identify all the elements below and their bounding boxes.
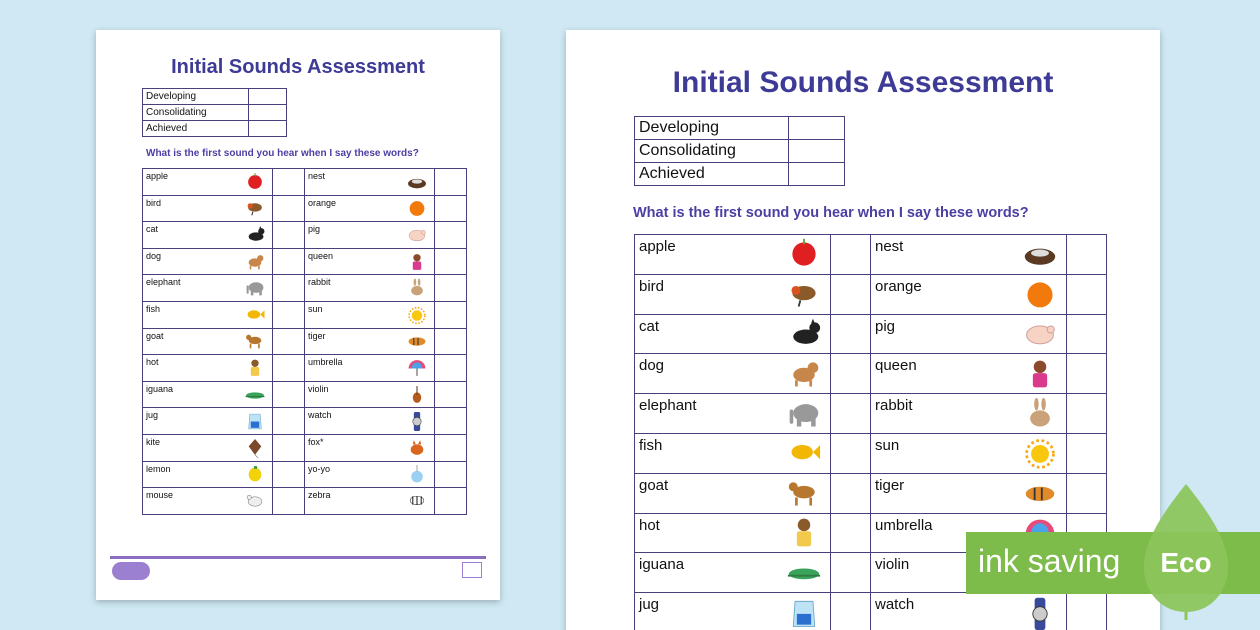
word-label: sun [875, 436, 900, 454]
answer-cell [831, 513, 871, 553]
worksheet-preview-small[interactable] [96, 30, 500, 600]
answer-cell [831, 235, 871, 275]
word-cell [635, 593, 831, 630]
answer-cell [1067, 235, 1107, 275]
elephant-icon [784, 397, 824, 431]
table-row [143, 275, 467, 302]
word-cell [635, 473, 831, 513]
answer-cell [273, 488, 305, 515]
table-row [143, 301, 467, 328]
page-title: Initial Sounds Assessment [672, 66, 1054, 99]
answer-cell [435, 381, 467, 408]
goat-icon [784, 476, 824, 510]
table-row [143, 488, 467, 515]
word-cell [143, 275, 273, 302]
yoyo-icon [406, 464, 428, 484]
word-cell [143, 488, 273, 515]
answer-cell [435, 488, 467, 515]
word-label: cat [639, 317, 660, 335]
word-label: fish [146, 303, 161, 314]
word-label: nest [875, 238, 904, 255]
answer-cell [435, 275, 467, 302]
queen-icon [406, 252, 428, 272]
table-row [635, 235, 1107, 275]
answer-cell [435, 408, 467, 435]
dog-icon [784, 357, 824, 391]
eco-badge-label: Eco [1160, 547, 1212, 578]
watch-icon [406, 411, 428, 431]
word-cell [305, 222, 435, 249]
word-label: kite [146, 436, 161, 447]
word-cell [635, 235, 831, 275]
word-label: elephant [146, 277, 181, 288]
table-row [143, 408, 467, 435]
level-box [249, 89, 287, 105]
violin-icon [406, 385, 428, 405]
word-cell [143, 195, 273, 222]
level-label: Consolidating [635, 140, 789, 163]
bird-icon [784, 277, 824, 311]
rabbit-icon [406, 278, 428, 298]
word-label: nest [308, 171, 326, 181]
word-cell [635, 553, 831, 593]
table-row [143, 328, 467, 355]
word-label: jug [639, 596, 660, 614]
word-cell [305, 461, 435, 488]
answer-cell [273, 355, 305, 382]
tiger-icon [1020, 476, 1060, 510]
table-row [143, 461, 467, 488]
level-label: Consolidating [143, 105, 249, 121]
word-cell [871, 274, 1067, 314]
word-cell [143, 408, 273, 435]
word-cell [305, 328, 435, 355]
answer-cell [273, 408, 305, 435]
answer-cell [435, 248, 467, 275]
footer-badge [462, 562, 482, 578]
word-cell [871, 354, 1067, 394]
level-label: Developing [635, 117, 789, 140]
zebra-icon [406, 491, 428, 511]
boy-icon [784, 516, 824, 550]
word-label: fox* [308, 436, 324, 447]
apple-icon [244, 172, 266, 192]
table-row [635, 593, 1107, 630]
word-cell [143, 355, 273, 382]
word-label: apple [146, 171, 169, 181]
word-cell [305, 381, 435, 408]
word-label: violin [875, 556, 910, 574]
ink-saving-label: ink saving [978, 543, 1121, 579]
word-cell [635, 513, 831, 553]
answer-cell [273, 169, 305, 196]
answer-cell [831, 274, 871, 314]
umbrella-icon [406, 358, 428, 378]
answer-cell [273, 248, 305, 275]
word-label: lemon [146, 463, 171, 474]
jug-icon [244, 411, 266, 431]
answer-cell [831, 394, 871, 434]
word-label: umbrella [308, 357, 343, 368]
answer-cell [1067, 314, 1107, 354]
word-cell [871, 473, 1067, 513]
word-label: hot [146, 357, 159, 368]
answer-cell [435, 461, 467, 488]
answer-cell [273, 328, 305, 355]
word-cell [143, 248, 273, 275]
eco-leaf-icon [1135, 480, 1237, 620]
level-box [789, 140, 845, 163]
sun-icon [406, 305, 428, 325]
orange-icon [1020, 277, 1060, 311]
answer-cell [831, 433, 871, 473]
answer-cell [831, 354, 871, 394]
assessment-levels-table [142, 88, 287, 137]
answer-cell [435, 355, 467, 382]
dog-icon [244, 252, 266, 272]
word-label: jug [146, 410, 159, 421]
answer-cell [435, 169, 467, 196]
table-row [143, 434, 467, 461]
jug-icon [784, 596, 824, 630]
answer-cell [435, 328, 467, 355]
level-box [789, 117, 845, 140]
word-label: sun [308, 303, 323, 314]
word-label: apple [639, 238, 676, 255]
fish-icon [244, 305, 266, 325]
level-box [249, 105, 287, 121]
word-cell [305, 301, 435, 328]
word-cell [871, 314, 1067, 354]
word-label: goat [146, 330, 164, 341]
word-cell [305, 355, 435, 382]
word-cell [143, 169, 273, 196]
brand-logo [112, 562, 150, 580]
word-label: pig [875, 317, 896, 335]
word-label: tiger [308, 330, 326, 341]
answer-cell [435, 301, 467, 328]
word-label: orange [308, 197, 337, 208]
table-row [143, 381, 467, 408]
answer-cell [435, 434, 467, 461]
answer-cell [273, 301, 305, 328]
answer-cell [1067, 473, 1107, 513]
cat-icon [784, 317, 824, 351]
word-label: dog [146, 250, 162, 261]
nest-icon [1020, 237, 1060, 271]
table-row [635, 473, 1107, 513]
answer-cell [273, 381, 305, 408]
word-label: queen [308, 250, 334, 261]
iguana-icon [784, 556, 824, 590]
word-label: watch [308, 410, 332, 421]
answer-cell [435, 222, 467, 249]
word-table [142, 168, 467, 515]
kite-icon [244, 438, 266, 458]
word-label: hot [639, 516, 660, 534]
answer-cell [831, 553, 871, 593]
word-cell [143, 222, 273, 249]
footer-divider [110, 556, 486, 559]
question-text: What is the first sound you hear when I say these words? [633, 205, 1029, 221]
fish-icon [784, 436, 824, 470]
pig-icon [406, 225, 428, 245]
word-cell [635, 354, 831, 394]
assessment-levels-table [634, 116, 845, 186]
answer-cell [435, 195, 467, 222]
answer-cell [273, 275, 305, 302]
word-cell [305, 248, 435, 275]
word-label: rabbit [875, 397, 913, 415]
word-label: iguana [146, 383, 174, 394]
answer-cell [1067, 593, 1107, 630]
table-row [143, 169, 467, 196]
table-row [635, 394, 1107, 434]
level-label: Achieved [635, 163, 789, 186]
fox-icon [406, 438, 428, 458]
rabbit-icon [1020, 397, 1060, 431]
word-label: queen [875, 357, 917, 375]
boy-icon [244, 358, 266, 378]
tiger-icon [406, 331, 428, 351]
table-row [635, 314, 1107, 354]
answer-cell [831, 473, 871, 513]
cat-icon [244, 225, 266, 245]
answer-cell [273, 195, 305, 222]
table-row [143, 222, 467, 249]
word-cell [635, 433, 831, 473]
word-label: zebra [308, 490, 331, 501]
answer-cell [273, 434, 305, 461]
table-row [635, 354, 1107, 394]
word-cell [635, 314, 831, 354]
queen-icon [1020, 357, 1060, 391]
word-cell [305, 488, 435, 515]
word-label: yo-yo [308, 463, 331, 474]
word-cell [305, 275, 435, 302]
word-label: iguana [639, 556, 685, 574]
word-label: dog [639, 357, 665, 375]
word-cell [305, 408, 435, 435]
word-cell [143, 328, 273, 355]
word-label: watch [875, 596, 915, 614]
word-cell [871, 235, 1067, 275]
lemon-icon [244, 464, 266, 484]
mouse-icon [244, 491, 266, 511]
word-cell [143, 461, 273, 488]
watch-icon [1020, 596, 1060, 630]
word-label: umbrella [875, 516, 933, 534]
word-cell [305, 434, 435, 461]
level-box [789, 163, 845, 186]
answer-cell [831, 593, 871, 630]
word-label: violin [308, 383, 329, 394]
table-row [143, 195, 467, 222]
word-cell [635, 274, 831, 314]
elephant-icon [244, 278, 266, 298]
word-label: goat [639, 476, 669, 494]
word-label: fish [639, 436, 663, 454]
nest-icon [406, 172, 428, 192]
level-label: Achieved [143, 121, 249, 137]
word-label: orange [875, 277, 922, 295]
answer-cell [831, 314, 871, 354]
orange-icon [406, 198, 428, 218]
apple-icon [784, 237, 824, 271]
word-cell [871, 433, 1067, 473]
word-cell [143, 381, 273, 408]
word-cell [143, 434, 273, 461]
level-box [249, 121, 287, 137]
answer-cell [273, 461, 305, 488]
table-row [143, 248, 467, 275]
word-label: cat [146, 224, 159, 235]
word-cell [143, 301, 273, 328]
word-label: mouse [146, 490, 174, 501]
word-label: tiger [875, 476, 905, 494]
word-cell [305, 195, 435, 222]
word-label: bird [639, 277, 665, 295]
word-label: rabbit [308, 277, 331, 288]
bird-icon [244, 198, 266, 218]
pig-icon [1020, 317, 1060, 351]
word-cell [305, 169, 435, 196]
word-label: pig [308, 224, 321, 235]
page-title: Initial Sounds Assessment [171, 56, 425, 78]
table-row [635, 274, 1107, 314]
goat-icon [244, 331, 266, 351]
answer-cell [273, 222, 305, 249]
answer-cell [1067, 394, 1107, 434]
sun-icon [1020, 436, 1060, 470]
table-row [143, 355, 467, 382]
table-row [635, 433, 1107, 473]
word-label: elephant [639, 397, 697, 415]
answer-cell [1067, 433, 1107, 473]
answer-cell [1067, 354, 1107, 394]
word-cell [871, 394, 1067, 434]
word-cell [635, 394, 831, 434]
iguana-icon [244, 385, 266, 405]
question-text: What is the first sound you hear when I say these words? [146, 148, 419, 159]
answer-cell [1067, 274, 1107, 314]
word-cell [871, 593, 1067, 630]
word-label: bird [146, 197, 162, 208]
level-label: Developing [143, 89, 249, 105]
